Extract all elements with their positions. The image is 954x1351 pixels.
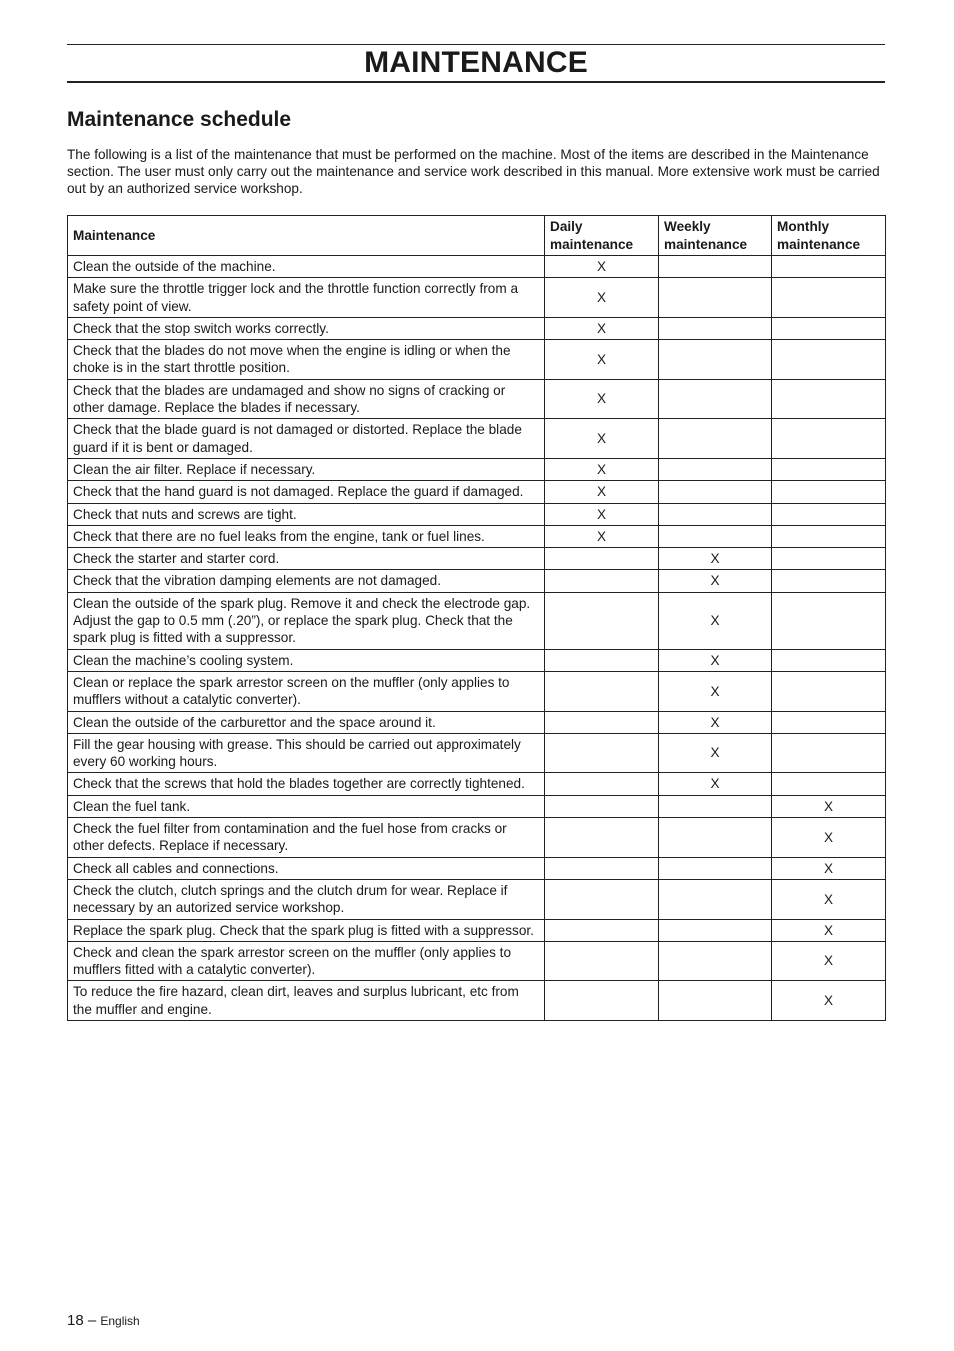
weekly-mark-cell [659,481,772,503]
task-cell: Clean the outside of the machine. [68,256,545,278]
table-row [68,941,886,981]
monthly-mark-cell [772,525,886,547]
task-cell: Clean the fuel tank. [68,795,545,817]
monthly-mark-cell [772,340,886,380]
table-row [68,548,886,570]
table-row [68,857,886,879]
table-row [68,503,886,525]
monthly-mark-cell [772,773,886,795]
daily-mark-cell: X [545,525,659,547]
weekly-mark-cell: X [659,733,772,773]
daily-mark-cell: X [545,379,659,419]
monthly-mark-cell [772,548,886,570]
weekly-mark-cell [659,818,772,858]
weekly-mark-cell [659,317,772,339]
weekly-mark-cell [659,419,772,459]
table-header-row [68,216,886,256]
table-row [68,818,886,858]
page-footer [67,1312,140,1330]
weekly-mark-cell [659,256,772,278]
table-row [68,379,886,419]
daily-mark-cell [545,592,659,649]
daily-mark-cell: X [545,278,659,318]
table-row [68,256,886,278]
task-cell: Clean or replace the spark arrestor screen on the muffler (only applies to mufflers without a catalytic converter). [68,671,545,711]
weekly-mark-cell [659,458,772,480]
table-row [68,919,886,941]
table-body [68,256,886,1021]
monthly-mark-cell: X [772,981,886,1021]
daily-mark-cell: X [545,317,659,339]
weekly-mark-cell: X [659,570,772,592]
monthly-mark-cell [772,419,886,459]
table-row [68,570,886,592]
column-header-maintenance: Maintenance [68,216,545,256]
daily-mark-cell [545,711,659,733]
table-row [68,879,886,919]
monthly-mark-cell [772,570,886,592]
table-row [68,419,886,459]
task-cell: Check that nuts and screws are tight. [68,503,545,525]
table-row [68,981,886,1021]
weekly-mark-cell [659,503,772,525]
task-cell: Check that the vibration damping elements are not damaged. [68,570,545,592]
daily-mark-cell [545,818,659,858]
table-row [68,649,886,671]
section-title: Maintenance schedule [67,108,292,131]
monthly-mark-cell [772,649,886,671]
weekly-mark-cell [659,857,772,879]
table-row [68,592,886,649]
daily-mark-cell: X [545,256,659,278]
daily-mark-cell [545,570,659,592]
task-cell: Clean the machine’s cooling system. [68,649,545,671]
task-cell: Check that the stop switch works correctly. [68,317,545,339]
monthly-mark-cell [772,317,886,339]
daily-mark-cell [545,919,659,941]
daily-mark-cell: X [545,503,659,525]
table-row [68,773,886,795]
column-header-weekly: Weekly maintenance [659,216,772,256]
daily-mark-cell [545,941,659,981]
weekly-mark-cell [659,379,772,419]
weekly-mark-cell [659,278,772,318]
task-cell: Check all cables and connections. [68,857,545,879]
daily-mark-cell: X [545,340,659,380]
monthly-mark-cell [772,592,886,649]
task-cell: Replace the spark plug. Check that the spark plug is fitted with a suppressor. [68,919,545,941]
task-cell: Check the clutch, clutch springs and the clutch drum for wear. Replace if necessary by an autorized service workshop. [68,879,545,919]
task-cell: Clean the air filter. Replace if necessary. [68,458,545,480]
monthly-mark-cell [772,481,886,503]
monthly-mark-cell: X [772,818,886,858]
monthly-mark-cell [772,379,886,419]
page-title: MAINTENANCE [364,46,588,79]
monthly-mark-cell [772,733,886,773]
title-rule-bottom [67,81,885,83]
task-cell: Check the starter and starter cord. [68,548,545,570]
daily-mark-cell [545,879,659,919]
column-header-monthly: Monthly maintenance [772,216,886,256]
monthly-mark-cell: X [772,857,886,879]
daily-mark-cell [545,733,659,773]
task-cell: Check that the screws that hold the blades together are correctly tightened. [68,773,545,795]
daily-mark-cell [545,548,659,570]
weekly-mark-cell [659,525,772,547]
daily-mark-cell: X [545,419,659,459]
monthly-mark-cell [772,711,886,733]
task-cell: Fill the gear housing with grease. This should be carried out approximately every 60 working hours. [68,733,545,773]
monthly-mark-cell: X [772,919,886,941]
weekly-mark-cell [659,941,772,981]
table-row [68,733,886,773]
column-header-daily: Daily maintenance [545,216,659,256]
monthly-mark-cell [772,256,886,278]
weekly-mark-cell [659,919,772,941]
weekly-mark-cell [659,795,772,817]
task-cell: Clean the outside of the spark plug. Remove it and check the electrode gap. Adjust the gap to 0.5 mm (.20”), or replace the spark plug. Check that the spark plug is fitted with a suppressor. [68,592,545,649]
table-row [68,278,886,318]
weekly-mark-cell [659,879,772,919]
task-cell: Clean the outside of the carburettor and the space around it. [68,711,545,733]
daily-mark-cell [545,795,659,817]
task-cell: Check that the blades do not move when the engine is idling or when the choke is in the start throttle position. [68,340,545,380]
daily-mark-cell [545,981,659,1021]
task-cell: Make sure the throttle trigger lock and the throttle function correctly from a safety point of view. [68,278,545,318]
daily-mark-cell [545,671,659,711]
task-cell: Check and clean the spark arrestor screen on the muffler (only applies to mufflers fitted with a catalytic converter). [68,941,545,981]
page-number: 18 – [67,1312,97,1329]
task-cell: Check the fuel filter from contamination and the fuel hose from cracks or other defects. Replace if necessary. [68,818,545,858]
table-row [68,525,886,547]
maintenance-schedule-table [67,215,886,1021]
daily-mark-cell [545,773,659,795]
monthly-mark-cell [772,458,886,480]
weekly-mark-cell [659,981,772,1021]
weekly-mark-cell: X [659,592,772,649]
weekly-mark-cell: X [659,671,772,711]
daily-mark-cell [545,649,659,671]
weekly-mark-cell: X [659,711,772,733]
table-row [68,481,886,503]
daily-mark-cell [545,857,659,879]
task-cell: Check that the hand guard is not damaged. Replace the guard if damaged. [68,481,545,503]
weekly-mark-cell: X [659,649,772,671]
monthly-mark-cell: X [772,879,886,919]
table-row [68,671,886,711]
monthly-mark-cell [772,278,886,318]
weekly-mark-cell: X [659,548,772,570]
monthly-mark-cell: X [772,795,886,817]
weekly-mark-cell: X [659,773,772,795]
footer-language: English [100,1314,140,1328]
daily-mark-cell: X [545,481,659,503]
intro-paragraph: The following is a list of the maintenance that must be performed on the machine. Most of the items are described in the Maintenance section. The user must only carry out the maintenance and service work described in this manual. More extensive work must be carried out by an authorized service workshop. [67,147,880,196]
task-cell: To reduce the fire hazard, clean dirt, leaves and surplus lubricant, etc from the muffler and engine. [68,981,545,1021]
table-row [68,458,886,480]
table-row [68,340,886,380]
monthly-mark-cell: X [772,941,886,981]
weekly-mark-cell [659,340,772,380]
table-row [68,711,886,733]
task-cell: Check that the blade guard is not damaged or distorted. Replace the blade guard if it is bent or damaged. [68,419,545,459]
task-cell: Check that there are no fuel leaks from the engine, tank or fuel lines. [68,525,545,547]
task-cell: Check that the blades are undamaged and show no signs of cracking or other damage. Replace the blades if necessary. [68,379,545,419]
table-row [68,317,886,339]
monthly-mark-cell [772,671,886,711]
table-row [68,795,886,817]
monthly-mark-cell [772,503,886,525]
daily-mark-cell: X [545,458,659,480]
